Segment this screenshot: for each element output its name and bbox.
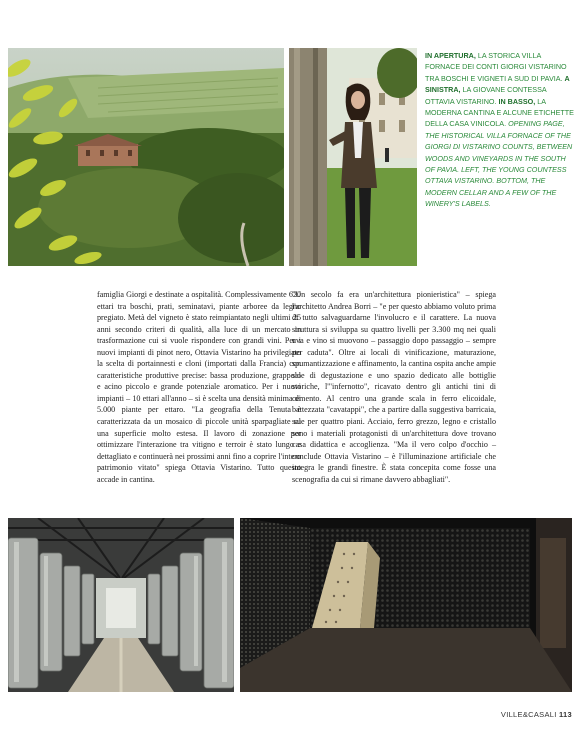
villa-landscape-photo xyxy=(8,48,284,266)
steel-tanks-cellar-photo xyxy=(8,518,234,692)
magazine-name: VILLE&CASALI xyxy=(500,710,557,719)
page-footer xyxy=(501,710,572,719)
countess-portrait-photo xyxy=(289,48,417,266)
caption-text-opening: LA STORICA VILLA FORNACE DEI CONTI GIORGI VISTARINO TRA BOSCHI E VIGNETI A SUD DI PAVIA. xyxy=(425,51,567,83)
bottle-racks-cellar-photo xyxy=(240,518,572,692)
article-column-2-text: "Un secolo fa era un'architettura pionieristica" – spiega l'architetto Andrea Borri – "e per questo abbiamo voluto prima di tutto salvaguardarne l'involucro e il carattere. La nuova struttura si sviluppa su quattro livelli per 3.300 mq nei quali uva e vino si muovono – passaggio dopo passaggio – sempre per caduta". Oltre ai locali di vinificazione, maturazione, spumantizzazione e affinamento, la cantina ospita anche ampie sale di degustazione e uno spazio dedicato alle bottiglie storiche, l'"infernotto", ricavato dentro gli antichi tini di cemento. Al centro una grande scala in ferro elicoidale, battezzata "cavatappi", che a partire dalla suggestiva barricaia, sale per quattro piani. Acciaio, ferro grezzo, legno e cristallo sono i materiali protagonisti di un'architettura dove trovano casa didattica e accoglienza. "Ma il vero colpo d'occhio – conclude Ottavia Vistarino – è l'illuminazione artificiale che integra le grandi finestre. È stata concepita come fosse una scenografia da cui si rimane davvero abbagliati". xyxy=(292,290,496,484)
caption-highlight-left: A SINISTRA, xyxy=(425,73,570,95)
photo-caption xyxy=(425,50,575,210)
article-column-1 xyxy=(97,289,301,485)
caption-highlight-opening: IN APERTURA, xyxy=(425,51,476,60)
page-number: 113 xyxy=(559,710,572,719)
caption-text-bottom: LA MODERNA CANTINA E ALCUNE ETICHETTE DELLA CASA VINICOLA. xyxy=(425,96,574,129)
caption-english-text: OPENING PAGE, THE HISTORICAL VILLA FORNACE OF THE GIORGI DI VISTARINO COUNTS, BETWEEN WOODS AND VINEYARDS IN THE SOUTH OF PAVIA. LEFT, THE YOUNG COUNTESS OTTAVA VISTARINO. BOTTOM, THE MODERN CELLAR AND A FEW OF THE WINERY'S LABELS. xyxy=(425,119,573,209)
caption-text-left: LA GIOVANE CONTESSA OTTAVIA VISTARINO. xyxy=(425,85,547,106)
article-column-1-text: famiglia Giorgi e destinate a ospitalità. Complessivamente 620 ettari tra boschi, prati, seminatavi, piante arboree da legno pregiato. Metà del vigneto è stato reimpiantato negli ultimi 25 anni secondo criteri di qualità, alla luce di un mercato in trasformazione cui si vuole rispondere con grandi vini. Per i nuovi impianti di pinot nero, Ottavia Vistarino ha privilegiato la scelta di portainnesti e cloni (importati dalla Francia) con caratteristiche produttive precise: bassa produzione, grappolo e acino piccolo e grande potenziale aromatico. Per i nuovi impianti – 10 ettari all'anno – si è scelta una densità minima di 5.000 piante per ettaro. "La geografia della Tenuta è caratterizzata da un mosaico di piccole unità sparpagliate su una superficie molto estesa. Il lavoro di zonazione per ottimizzare l'interazione tra vitigno e terroir è stato lungo e dettagliato e continuerà nei prossimi anni fino a coprire l'intero patrimonio vitato" spiega Ottavia Vistarino. Tutto questo accade in cantina. xyxy=(97,290,301,484)
article-column-2 xyxy=(292,289,496,485)
caption-highlight-bottom: IN BASSO, xyxy=(498,96,536,106)
